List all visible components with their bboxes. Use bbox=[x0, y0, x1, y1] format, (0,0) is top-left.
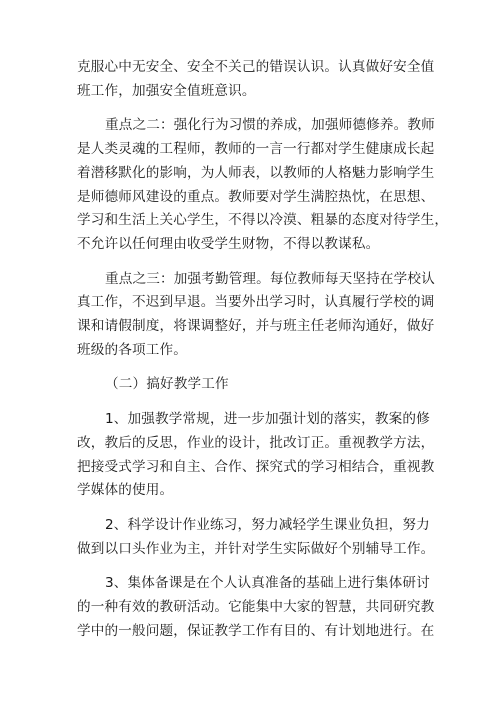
text-line: 是师德师风建设的重点。教师要对学生满腔热忱，在思想、 bbox=[77, 188, 435, 205]
paragraph bbox=[77, 572, 437, 643]
paragraph bbox=[77, 408, 437, 503]
text-line: 1、加强教学常规，进一步加强计划的落实，教案的修 bbox=[105, 411, 430, 428]
text-line: （二）搞好教学工作 bbox=[105, 376, 229, 393]
text-line: 的一种有效的教研活动。它能集中大家的智慧，共同研究教 bbox=[77, 599, 435, 616]
text-line: 3、集体备课是在个人认真准备的基础上进行集体研讨 bbox=[105, 575, 430, 592]
text-line: 不允许以任何理由收受学生财物，不得以教谋私。 bbox=[77, 235, 380, 252]
paragraph bbox=[77, 373, 437, 397]
text-line: 班级的各项工作。 bbox=[77, 341, 187, 358]
text-line: 是人类灵魂的工程师，教师的一言一行都对学生健康成长起 bbox=[77, 141, 435, 158]
text-line: 班工作，加强安全值班意识。 bbox=[77, 82, 256, 99]
text-line: 着潜移默化的影响，为人师表，以教师的人格魅力影响学生 bbox=[77, 164, 435, 181]
text-line: 把接受式学习和自主、合作、探究式的学习相结合，重视教 bbox=[77, 458, 435, 475]
paragraph bbox=[77, 268, 437, 363]
text-line: 克服心中无安全、安全不关己的错误认识。认真做好安全值 bbox=[77, 59, 435, 75]
text-line: 学习和生活上关心学生，不得以冷漠、粗暴的态度对待学生， bbox=[77, 212, 449, 229]
text-line: 学中的一般问题，保证教学工作有目的、有计划地进行。在 bbox=[77, 622, 435, 639]
paragraph bbox=[77, 514, 437, 561]
text-line: 改，教后的反思，作业的设计，批改订正。重视教学方法， bbox=[77, 434, 435, 451]
text-line: 学媒体的使用。 bbox=[77, 482, 174, 499]
document-page bbox=[77, 56, 449, 654]
text-line: 做到以口头作业为主，并针对学生实际做好个别辅导工作。 bbox=[77, 540, 435, 557]
text-line: 重点之二：强化行为习惯的养成，加强师德修养。教师 bbox=[105, 117, 435, 134]
paragraph bbox=[77, 114, 449, 256]
text-line: 2、科学设计作业练习，努力减轻学生课业负担，努力 bbox=[105, 516, 430, 533]
text-line: 课和请假制度，将课调整好，并与班主任老师沟通好，做好 bbox=[77, 318, 435, 335]
text-line: 真工作，不迟到早退。当要外出学习时，认真履行学校的调 bbox=[77, 294, 435, 311]
paragraph bbox=[77, 56, 437, 103]
text-line: 重点之三：加强考勤管理。每位教师每天坚持在学校认 bbox=[105, 270, 435, 287]
